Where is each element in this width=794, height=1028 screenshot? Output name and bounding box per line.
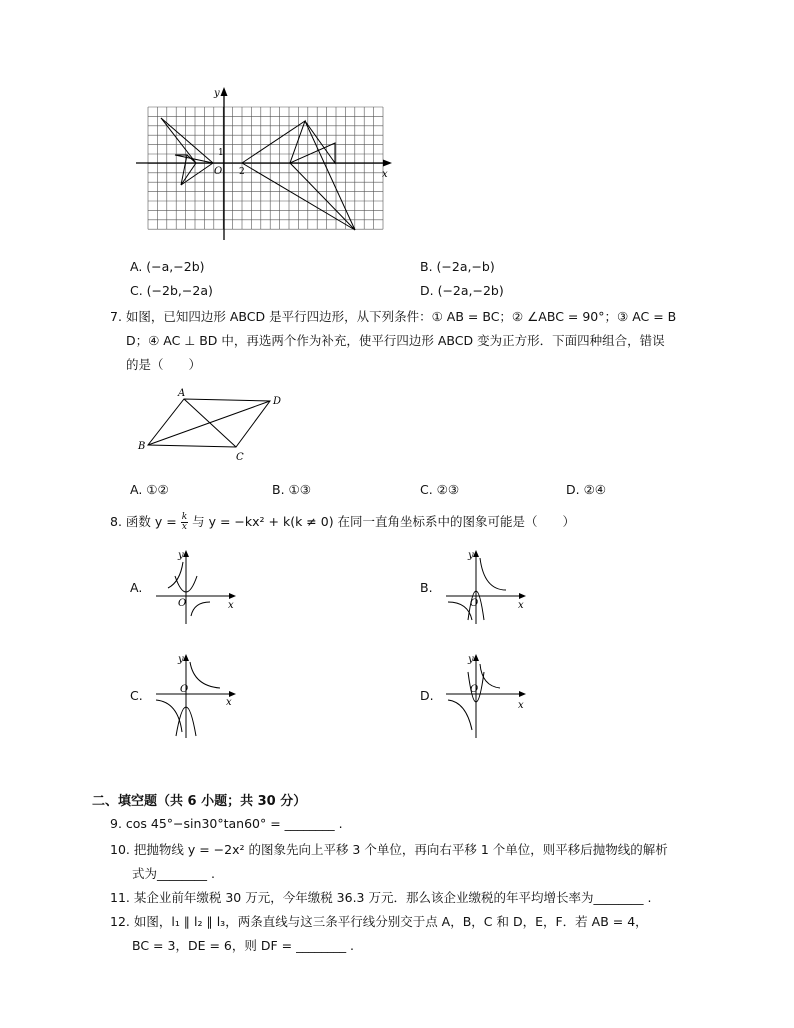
vertex-b: B — [138, 441, 146, 452]
vertex-a: A — [178, 388, 186, 399]
graph-d-o: O — [470, 684, 479, 695]
graph-b-y: y — [468, 550, 474, 561]
vertex-d: D — [273, 396, 282, 407]
grid-figure — [130, 85, 400, 245]
q9-text: 9. cos 45°−sin30°tan60° = ________ . — [110, 816, 343, 831]
grid-tick-2: 2 — [239, 167, 245, 177]
section-2-title: 二、填空题（共 6 小题；共 30 分） — [92, 794, 307, 809]
q6-option-c-label: C. (−2b,−2a) — [130, 283, 213, 298]
grid-origin-label: O — [214, 166, 223, 177]
graph-d — [440, 652, 530, 742]
q8-option-c[interactable]: C. — [130, 688, 143, 703]
q8-frac-num: k — [181, 512, 188, 522]
q7-option-d[interactable]: D. ②④ — [566, 482, 606, 497]
q12-line2: BC = 3，DE = 6，则 DF = ________ . — [132, 938, 355, 953]
graph-a-o: O — [178, 598, 187, 609]
q7-option-c[interactable]: C. ②③ — [420, 482, 460, 497]
q8-stem-b: 与 y = −kx² + k(k ≠ 0) 在同一直角坐标系中的图象可能是（ ） — [188, 514, 576, 529]
graph-a-x: x — [228, 600, 234, 611]
q6-option-c[interactable] — [130, 283, 213, 298]
q10-line2: 式为________ . — [132, 866, 215, 881]
q6-option-b[interactable] — [420, 259, 495, 274]
graph-a-y: y — [178, 550, 184, 561]
q6-option-a[interactable] — [130, 259, 205, 274]
graph-a — [150, 548, 240, 628]
q8-option-a[interactable]: A. — [130, 580, 143, 595]
graph-b-x: x — [518, 600, 524, 611]
q7-stem-line3: 的是（ ） — [126, 357, 202, 372]
q7-stem-line1: 7. 如图，已知四边形 ABCD 是平行四边形，从下列条件：① AB = BC；② ∠ABC = 90°；③ AC = B — [110, 309, 677, 324]
grid-x-label: x — [382, 169, 388, 180]
q6-option-d[interactable] — [420, 283, 504, 298]
graph-c-o: O — [180, 684, 189, 695]
graph-c — [150, 652, 240, 742]
graph-b — [440, 548, 530, 628]
grid-y-label: y — [214, 88, 220, 99]
q10-line1: 10. 把抛物线 y = −2x² 的图象先向上平移 3 个单位，再向右平移 1 个单位，则平移后抛物线的解析 — [110, 842, 668, 857]
q7-option-b[interactable]: B. ①③ — [272, 482, 311, 497]
grid-tick-1: 1 — [218, 148, 224, 158]
graph-c-x: x — [226, 697, 232, 708]
graph-c-y: y — [178, 654, 184, 665]
q8-stem-a: 8. 函数 y = — [110, 514, 181, 529]
graph-d-x: x — [518, 700, 524, 711]
q8-option-d[interactable]: D. — [420, 688, 434, 703]
q12-line1: 12. 如图，l₁ ∥ l₂ ∥ l₃，两条直线与这三条平行线分别交于点 A，B，C 和 D，E，F．若 AB = 4， — [110, 914, 648, 929]
q11-text: 11. 某企业前年缴税 30 万元，今年缴税 36.3 万元．那么该企业缴税的年平均增长率为________ . — [110, 890, 652, 905]
q8-option-b[interactable]: B. — [420, 580, 433, 595]
q7-option-a[interactable]: A. ①② — [130, 482, 169, 497]
q7-stem-line2: D；④ AC ⊥ BD 中，再选两个作为补充，使平行四边形 ABCD 变为正方形．下面四种组合，错误 — [126, 333, 665, 348]
vertex-c: C — [236, 452, 244, 463]
q6-option-b-label: B. (−2a,−b) — [420, 259, 495, 274]
graph-b-o: O — [470, 598, 479, 609]
graph-d-y: y — [468, 654, 474, 665]
q8-frac-den: x — [181, 522, 187, 532]
q6-option-a-label: A. (−a,−2b) — [130, 259, 205, 274]
parallelogram-figure — [132, 385, 292, 465]
q6-option-d-label: D. (−2a,−2b) — [420, 283, 504, 298]
q8-stem — [110, 512, 575, 532]
